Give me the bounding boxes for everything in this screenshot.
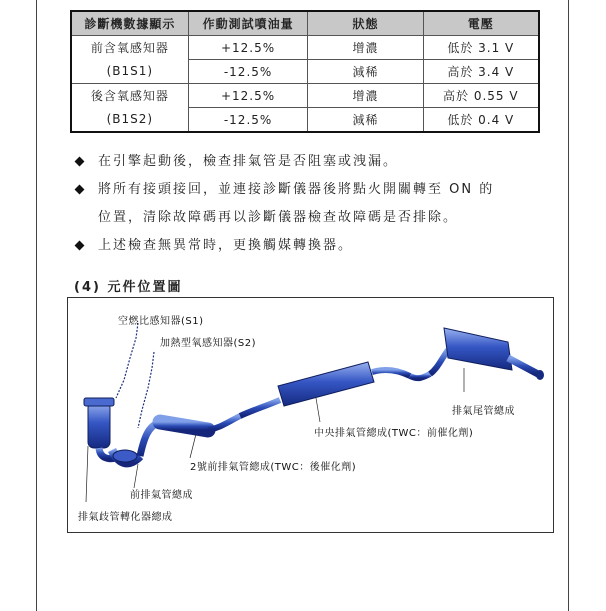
voltage-cell: 低於 0.4 V <box>423 108 539 133</box>
voltage-cell: 高於 3.4 V <box>423 60 539 84</box>
state-cell: 減稀 <box>308 108 423 133</box>
s2-sensor-label: 加熱型氧感知器(S2) <box>160 338 257 349</box>
state-cell: 增濃 <box>308 84 423 108</box>
instruction-list <box>74 148 564 260</box>
sensor-name-cell: 前含氧感知器 <box>71 36 188 60</box>
diamond-bullet-icon <box>75 241 85 251</box>
oxygen-sensor-spec-table <box>70 10 540 133</box>
center-pipe-muffler <box>240 362 430 416</box>
list-item <box>74 176 564 204</box>
s1-sensor-label: 空燃比感知器(S1) <box>118 316 204 327</box>
injection-cell: +12.5% <box>188 36 308 60</box>
exhaust-component-diagram <box>67 297 554 533</box>
list-item-text: 上述檢查無異常時，更換觸媒轉換器。 <box>98 238 354 253</box>
front-exhaust-pipe <box>112 450 140 463</box>
table-header-row <box>71 11 539 36</box>
diamond-bullet-icon <box>75 185 85 195</box>
table-row <box>71 60 539 84</box>
diamond-bullet-icon <box>75 157 85 167</box>
table-row <box>71 36 539 60</box>
table-header-cell: 電壓 <box>423 11 539 36</box>
voltage-cell: 高於 0.55 V <box>423 84 539 108</box>
tailpipe-muffler <box>430 328 544 380</box>
list-item <box>74 148 564 176</box>
sensor-name-cell: 後含氧感知器 <box>71 84 188 108</box>
injection-cell: +12.5% <box>188 84 308 108</box>
page-border-left <box>36 0 37 611</box>
list-item-text: 在引擎起動後，檢查排氣管是否阻塞或洩漏。 <box>98 154 399 169</box>
section-title: (4) 元件位置圖 <box>74 280 183 295</box>
tailpipe-label: 排氣尾管總成 <box>452 406 515 417</box>
manifold-label: 排氣歧管轉化器總成 <box>78 512 173 523</box>
table-header-cell: 診斷機數據顯示 <box>71 11 188 36</box>
center-pipe-label: 中央排氣管總成(TWC：前催化劑) <box>314 428 474 439</box>
list-item-continuation: 位置，清除故障碼再以診斷儀器檢查故障碼是否排除。 <box>98 210 459 225</box>
sensor-code-cell: (B1S1) <box>71 60 188 84</box>
table-header-cell: 狀態 <box>308 11 423 36</box>
manifold-leader-line <box>86 446 88 502</box>
injection-cell: -12.5% <box>188 60 308 84</box>
state-cell: 增濃 <box>308 36 423 60</box>
second-front-pipe-catalyst <box>140 416 240 456</box>
front-pipe-label: 前排氣管總成 <box>130 490 193 501</box>
sensor-code-cell: (B1S2) <box>71 108 188 133</box>
s2-sensor-wire <box>138 352 154 428</box>
front-pipe-leader-line <box>134 464 138 488</box>
table-row <box>71 84 539 108</box>
page-border-right <box>568 0 569 611</box>
front-pipe2-leader-line <box>190 434 196 458</box>
table-row <box>71 108 539 133</box>
table-header-cell: 作動測試噴油量 <box>188 11 308 36</box>
injection-cell: -12.5% <box>188 108 308 133</box>
state-cell: 減稀 <box>308 60 423 84</box>
center-pipe-leader-line <box>316 398 320 422</box>
front-pipe2-label: 2號前排氣管總成(TWC：後催化劑) <box>190 462 357 473</box>
s1-sensor-wire <box>116 323 138 398</box>
exhaust-manifold-converter <box>84 398 116 459</box>
list-item <box>74 232 564 260</box>
voltage-cell: 低於 3.1 V <box>423 36 539 60</box>
list-item-text: 將所有接頭接回，並連接診斷儀器後將點火開關轉至 ON 的 <box>98 182 495 197</box>
